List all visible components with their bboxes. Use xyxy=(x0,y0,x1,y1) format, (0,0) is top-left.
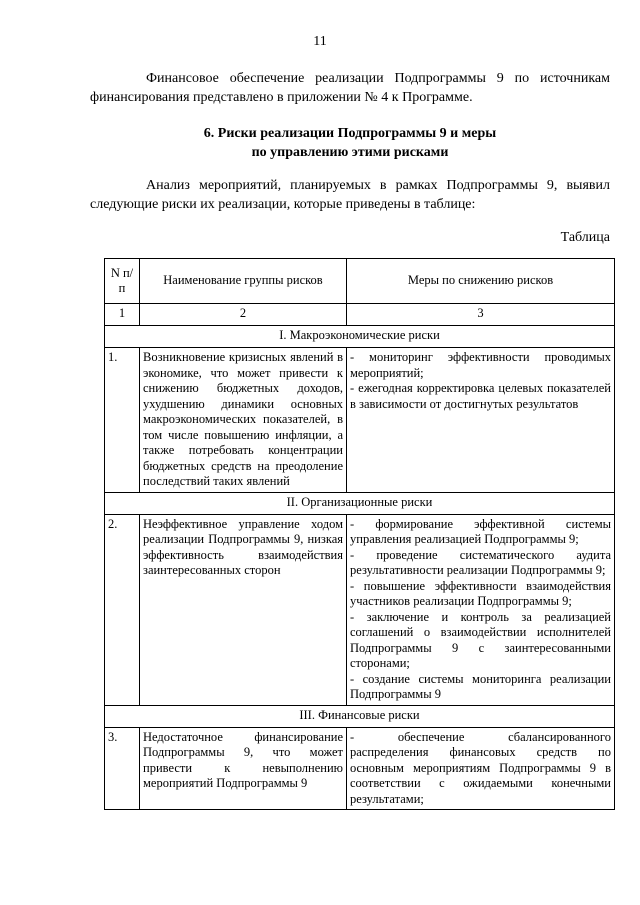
measure-item: - проведение систематического аудита результативности реализации Подпрограммы 9; xyxy=(350,547,611,577)
section-row xyxy=(105,705,615,727)
risk-description: Недостаточное финансирование Подпрограммы 9, что может привести к невыполнению мероприятий Подпрограммы 9 xyxy=(140,727,347,810)
header-risk-group: Наименование группы рисков xyxy=(140,259,347,304)
table-row xyxy=(105,514,615,705)
row-number: 3. xyxy=(105,727,140,810)
table-header-row xyxy=(105,259,615,304)
section-title-financial: III. Финансовые риски xyxy=(105,705,615,727)
measure-item: - заключение и контроль за реализацией соглашений о взаимодействии исполнителей Подпрограммы 9 с заинтересованными сторонами; xyxy=(350,609,611,670)
section-title-macro: I. Макроэкономические риски xyxy=(105,326,615,348)
measures-cell xyxy=(347,727,615,810)
measures-cell xyxy=(347,348,615,493)
table-row xyxy=(105,348,615,493)
row-number: 2. xyxy=(105,514,140,705)
column-number: 2 xyxy=(140,304,347,326)
section-row xyxy=(105,492,615,514)
risk-description: Возникновение кризисных явлений в экономике, что может привести к снижению бюджетных доходов, ухудшению динамики основных макроэкономических показателей, в том числе повышению инфляции, а также потребовать концентрации бюджетных средств на преодоление последствий таких явлений xyxy=(140,348,347,493)
section-title xyxy=(90,124,610,162)
section-title-line-1: 6. Риски реализации Подпрограммы 9 и меры xyxy=(203,126,497,141)
risk-description: Неэффективное управление ходом реализации Подпрограммы 9, низкая эффективность взаимодействия заинтересованных сторон xyxy=(140,514,347,705)
measure-item: - обеспечение сбалансированного распределения финансовых средств по основным мероприятиям Подпрограммы 9 в соответствии с ожидаемыми конечными результатами; xyxy=(350,729,611,806)
section-row xyxy=(105,326,615,348)
measure-item: - мониторинг эффективности проводимых мероприятий; xyxy=(350,350,611,380)
section-title-organizational: II. Организационные риски xyxy=(105,492,615,514)
measure-item: - ежегодная корректировка целевых показателей в зависимости от достигнутых результатов xyxy=(350,381,611,411)
table-row xyxy=(105,727,615,810)
column-number-row xyxy=(105,304,615,326)
column-number: 1 xyxy=(105,304,140,326)
column-number: 3 xyxy=(347,304,615,326)
risk-table xyxy=(104,258,615,810)
header-measures: Меры по снижению рисков xyxy=(347,259,615,304)
measures-cell xyxy=(347,514,615,705)
analysis-paragraph: Анализ мероприятий, планируемых в рамках Подпрограммы 9, выявил следующие риски их реализации, которые приведены в таблице: xyxy=(90,178,610,212)
page-number: 11 xyxy=(313,34,327,49)
table-label: Таблица xyxy=(560,230,610,245)
measure-item: - формирование эффективной системы управления реализацией Подпрограммы 9; xyxy=(350,516,611,546)
header-num: N п/п xyxy=(105,259,140,304)
row-number: 1. xyxy=(105,348,140,493)
intro-paragraph: Финансовое обеспечение реализации Подпрограммы 9 по источникам финансирования представлено в приложении № 4 к Программе. xyxy=(90,71,610,105)
section-title-line-2: по управлению этими рисками xyxy=(251,145,449,160)
measure-item: - повышение эффективности взаимодействия участников реализации Подпрограммы 9; xyxy=(350,578,611,608)
measure-item: - создание системы мониторинга реализации Подпрограммы 9 xyxy=(350,671,611,701)
